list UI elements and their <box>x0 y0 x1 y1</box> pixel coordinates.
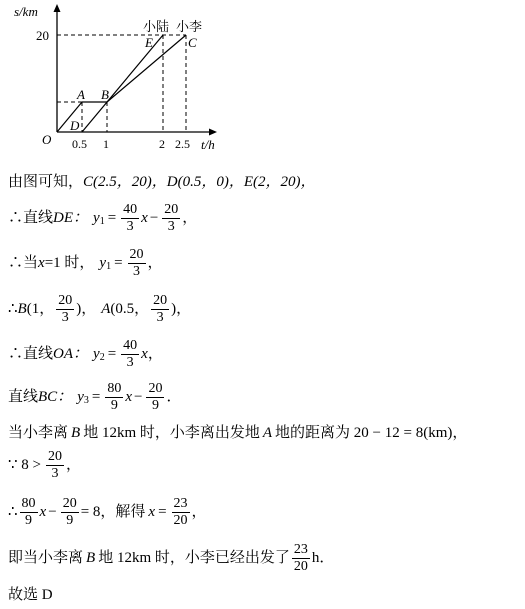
numerator: 20 <box>48 448 63 464</box>
line-oa-equation <box>8 335 163 373</box>
minus: − <box>149 210 159 226</box>
person-li-label: 小李 <box>176 19 203 34</box>
numerator: 20 <box>148 380 163 396</box>
fraction <box>151 293 169 326</box>
line-conclusion <box>8 538 334 578</box>
var-y: y <box>99 255 107 271</box>
minus: − <box>48 504 57 520</box>
point-b: B <box>86 550 96 566</box>
line-points-ab <box>8 289 191 329</box>
equals: = <box>158 504 167 520</box>
numerator: 23 <box>173 495 188 511</box>
numerator: 23 <box>293 541 308 557</box>
var-x: x <box>38 255 45 271</box>
origin-label: O <box>42 132 52 147</box>
text: 由图可知， <box>8 174 84 190</box>
text: = 8，解得 <box>80 504 146 520</box>
x-axis-label: t/h <box>201 137 215 152</box>
var-x: x <box>125 389 132 405</box>
var-x: x <box>39 504 47 520</box>
numerator: 20 <box>153 292 168 308</box>
text: 地 12km 时，小李离出发地 <box>83 425 260 441</box>
numerator: 40 <box>123 201 138 217</box>
denominator: 20 <box>293 558 308 574</box>
denominator: 3 <box>61 309 69 325</box>
fraction <box>121 338 139 371</box>
denominator: 9 <box>66 512 74 528</box>
text: h． <box>311 550 335 566</box>
minus: − <box>134 389 143 405</box>
text: 当小李离 <box>8 425 69 441</box>
denominator: 3 <box>156 309 164 325</box>
y-axis-label: s/km <box>14 4 38 19</box>
text: ∴ <box>8 301 18 317</box>
numerator: 80 <box>107 380 122 396</box>
punct: ． <box>166 389 182 405</box>
denominator: 9 <box>110 397 118 413</box>
numerator: 80 <box>21 495 36 511</box>
denominator: 3 <box>167 218 175 234</box>
text: ∴ <box>8 504 18 520</box>
equals: = <box>91 389 101 405</box>
line-solve <box>8 493 207 531</box>
text: 地 12km 时，小李已经出发了 <box>98 550 290 566</box>
denominator: 9 <box>25 512 33 528</box>
equals: = <box>107 210 117 226</box>
point-c-label: C <box>188 35 197 50</box>
fraction <box>292 542 310 575</box>
punct: ， <box>147 255 163 271</box>
var-x: x <box>148 504 156 520</box>
fraction <box>46 449 64 482</box>
denominator: 9 <box>151 397 159 413</box>
fraction <box>20 496 38 529</box>
line-bc-equation <box>8 378 181 416</box>
equals: = <box>107 346 117 362</box>
numerator: 40 <box>123 337 138 353</box>
point-b: B <box>71 425 81 441</box>
point-b-label: B <box>101 87 109 102</box>
line-de-equation <box>8 199 197 237</box>
text: )， <box>76 301 97 317</box>
denominator: 3 <box>51 465 59 481</box>
var-y: y <box>93 210 100 226</box>
line-y1-value <box>8 244 163 282</box>
denominator: 20 <box>173 512 188 528</box>
fraction <box>61 496 79 529</box>
text: =1 时， <box>44 255 95 271</box>
subscript: 1 <box>106 261 112 272</box>
point-e: E(2，20)， <box>243 174 316 190</box>
var-x: x <box>141 210 148 226</box>
line-points <box>8 172 316 192</box>
punct: ， <box>147 346 163 362</box>
denominator: 3 <box>126 354 134 370</box>
denominator: 3 <box>133 263 141 279</box>
line-compare <box>8 446 81 484</box>
denominator: 3 <box>126 218 134 234</box>
equals: = <box>114 255 123 271</box>
text: 即当小李离 <box>8 550 84 566</box>
x-axis-arrow <box>209 129 217 136</box>
answer-text: 故选 D <box>8 587 53 603</box>
var-y: y <box>93 346 100 362</box>
fraction <box>172 496 190 529</box>
line-answer <box>8 585 53 605</box>
x-tick-05: 0.5 <box>72 137 87 151</box>
point-a: A <box>262 425 273 441</box>
line-distance <box>8 423 467 443</box>
numerator: 20 <box>129 246 144 262</box>
text: ∴直线 <box>8 346 54 362</box>
numerator: 20 <box>164 201 179 217</box>
var-y: y <box>77 389 84 405</box>
point-c: C(2.5，20)， <box>83 174 167 190</box>
fraction <box>146 381 164 414</box>
subscript: 2 <box>99 352 105 363</box>
y-axis-arrow <box>54 4 61 12</box>
text: (0.5， <box>110 301 150 317</box>
point-d: D(0.5，0)， <box>166 174 244 190</box>
text: 直线 <box>8 389 39 405</box>
text: 地的距离为 20 − 12 = 8(km)， <box>275 425 468 441</box>
numerator: 20 <box>62 495 77 511</box>
x-tick-2: 2 <box>159 137 165 151</box>
distance-time-graph <box>0 0 240 160</box>
line-name: OA： <box>53 346 89 362</box>
x-tick-25: 2.5 <box>175 137 190 151</box>
text: ∴当 <box>8 255 39 271</box>
fraction <box>56 293 74 326</box>
line-name: DE： <box>53 210 89 226</box>
text: (1， <box>26 301 55 317</box>
punct: ， <box>182 210 198 226</box>
y-tick-20: 20 <box>36 28 49 43</box>
text: ∴直线 <box>8 210 54 226</box>
text: )， <box>171 301 192 317</box>
fraction <box>121 202 139 235</box>
point-a: A <box>101 301 111 317</box>
fraction <box>128 247 146 280</box>
person-lu-label: 小陆 <box>143 19 170 34</box>
subscript: 1 <box>99 216 105 227</box>
subscript: 3 <box>83 395 89 406</box>
point-b: B <box>17 301 27 317</box>
text: ∵ 8 > <box>8 457 42 473</box>
point-d-label: D <box>70 118 80 133</box>
numerator: 20 <box>58 292 73 308</box>
fraction <box>162 202 180 235</box>
x-tick-1: 1 <box>103 137 109 151</box>
point-e-label: E <box>145 35 153 50</box>
punct: ， <box>66 457 82 473</box>
fraction <box>105 381 123 414</box>
point-a-label: A <box>77 87 85 102</box>
punct: ， <box>191 504 207 520</box>
var-x: x <box>141 346 148 362</box>
line-name: BC： <box>38 389 73 405</box>
